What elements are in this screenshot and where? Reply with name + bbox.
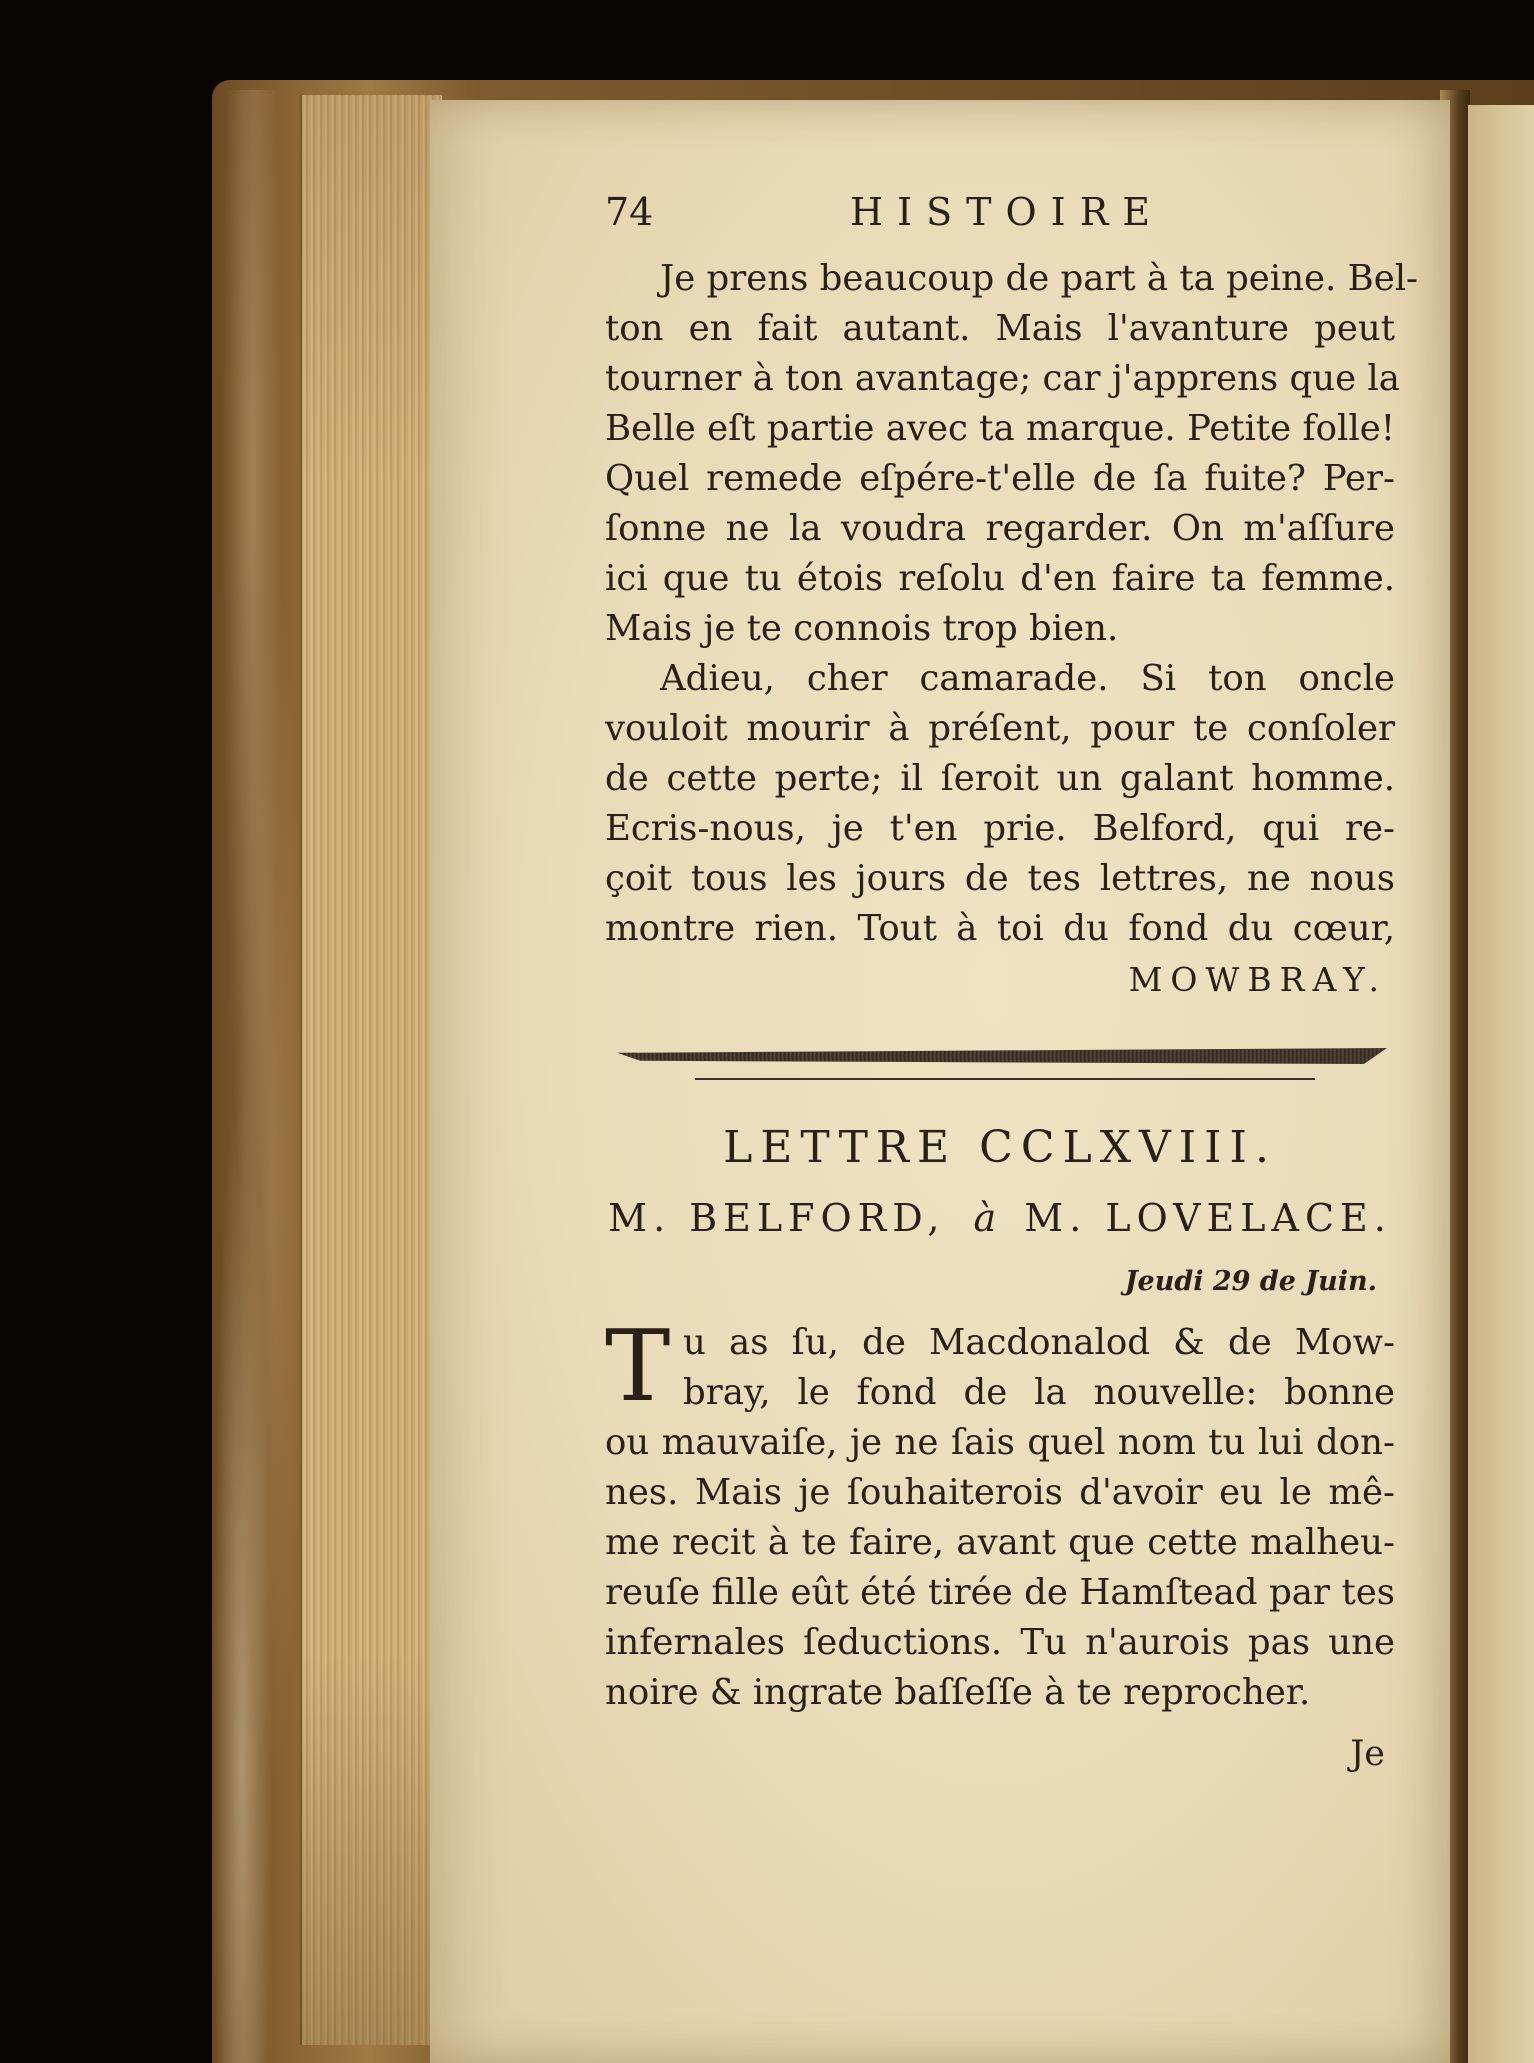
text-line: nes. Mais je ſouhaiterois d'avoir eu le mê- xyxy=(605,1472,1395,1513)
text-line: ici que tu étois reſolu d'en faire ta femme. xyxy=(605,558,1395,599)
text-line: Ecris-nous, je t'en prie. Belford, qui re- xyxy=(605,808,1395,849)
page-text xyxy=(605,190,1419,1784)
thin-rule xyxy=(695,1078,1315,1080)
letter-2-body xyxy=(605,1310,1395,1784)
text-line: de cette perte; il ſeroit un galant homme. xyxy=(605,758,1395,799)
text-line: noire & ingrate baſſeſſe à te reprocher. xyxy=(605,1672,1311,1713)
text-line: vouloit mourir à préſent, pour te conſoler xyxy=(605,708,1395,749)
letter-title: LETTRE CCLXVIII. xyxy=(723,1122,1277,1173)
running-head xyxy=(605,190,1395,254)
text-line: çoit tous les jours de tes lettres, ne nous xyxy=(605,858,1395,899)
text-line: Adieu, cher camarade. Si ton oncle xyxy=(660,658,1395,699)
drop-cap: T xyxy=(605,1310,671,1424)
running-head-title: HISTOIRE xyxy=(850,190,1165,234)
text-line: ou mauvaiſe, je ne ſais quel nom tu lui don- xyxy=(605,1422,1395,1463)
letter-from: M. BELFORD, xyxy=(608,1196,946,1240)
text-line: ſonne ne la voudra regarder. On m'aſſure xyxy=(605,508,1395,549)
signature: MOWBRAY. xyxy=(1128,960,1387,999)
letter-1-body xyxy=(605,254,1419,1006)
letter-date: Jeudi 29 de Juin. xyxy=(1124,1266,1377,1297)
catchword: Je xyxy=(1350,1734,1385,1774)
text-line: u as ſu, de Macdonalod & de Mow- xyxy=(683,1322,1395,1363)
letter-to-word: à xyxy=(973,1196,997,1240)
text-line: infernales ſeductions. Tu n'aurois pas une xyxy=(605,1622,1395,1663)
page-edges-shade xyxy=(300,95,440,2045)
text-line: montre rien. Tout à toi du fond du cœur, xyxy=(605,908,1395,949)
page-number: 74 xyxy=(605,190,654,234)
text-line: Belle eſt partie avec ta marque. Petite folle! xyxy=(605,408,1395,449)
letter-to: M. LOVELACE. xyxy=(1024,1196,1392,1240)
cover-wear xyxy=(212,90,312,2063)
text-line: reuſe fille eût été tirée de Hamſtead par tes xyxy=(605,1572,1395,1613)
text-line: Quel remede eſpére-t'elle de ſa fuite? Per- xyxy=(605,458,1395,499)
text-line: bray, le fond de la nouvelle: bonne xyxy=(683,1372,1395,1413)
facing-page-edge xyxy=(1468,105,1534,2063)
text-line: Je prens beaucoup de part à ta peine. Bel- xyxy=(660,258,1419,299)
text-line: Mais je te connois trop bien. xyxy=(605,608,1119,649)
text-line: ton en fait autant. Mais l'avanture peut xyxy=(605,308,1395,349)
ornamental-rule xyxy=(617,1048,1387,1064)
text-line: tourner à ton avantage; car j'apprens que la xyxy=(605,358,1400,399)
letter-header xyxy=(605,1188,1395,1248)
text-line: me recit à te faire, avant que cette malheu- xyxy=(605,1522,1395,1563)
